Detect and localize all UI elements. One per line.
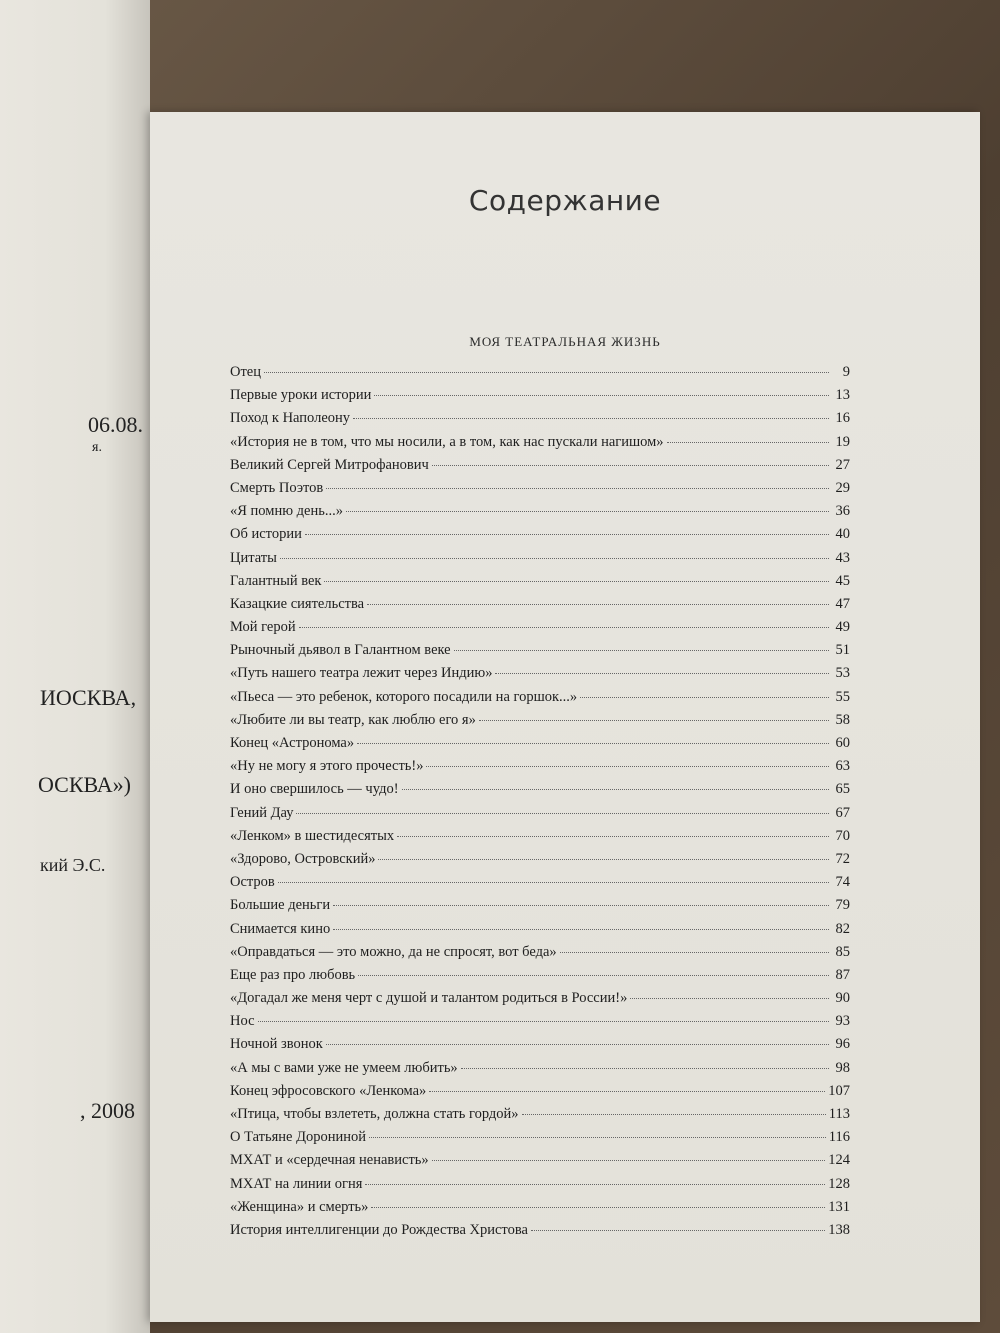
- dot-leader: [299, 627, 829, 628]
- toc-entry-title: История интеллигенции до Рождества Христова: [230, 1221, 528, 1238]
- toc-entry-title: Великий Сергей Митрофанович: [230, 456, 429, 473]
- toc-entry: [230, 874, 850, 897]
- toc-entry-title: «Ну не могу я этого прочесть!»: [230, 758, 424, 775]
- toc-entry-title: МХАТ и «сердечная ненависть»: [230, 1152, 429, 1169]
- dot-leader: [324, 581, 829, 582]
- dot-leader: [371, 1207, 825, 1208]
- dot-leader: [280, 558, 829, 559]
- toc-entry-title: Гений Дау: [230, 804, 294, 821]
- dot-leader: [522, 1114, 826, 1115]
- toc-entry-page: 65: [835, 781, 850, 798]
- toc-entry-page: 55: [835, 688, 850, 705]
- toc-entry-page: 124: [828, 1152, 850, 1169]
- toc-entry-title: «Ленком» в шестидесятых: [230, 827, 395, 844]
- toc-entry: [230, 1036, 850, 1059]
- dot-leader: [429, 1091, 825, 1092]
- toc-entry-page: 70: [835, 827, 850, 844]
- dot-leader: [461, 1068, 829, 1069]
- toc-entry: [230, 1013, 850, 1036]
- dot-leader: [264, 372, 829, 373]
- toc-entry-page: 107: [828, 1082, 850, 1099]
- toc-entry-title: «Любите ли вы театр, как люблю его я»: [230, 711, 476, 728]
- toc-entry-title: Остров: [230, 874, 275, 891]
- dot-leader: [580, 697, 829, 698]
- toc-entry-page: 131: [828, 1198, 850, 1215]
- dot-leader: [305, 534, 829, 535]
- toc-entry-title: Рыночный дьявол в Галантном веке: [230, 642, 451, 659]
- toc-entry-title: «Оправдаться — это можно, да не спросят, вот беда»: [230, 943, 557, 960]
- dot-leader: [432, 1160, 826, 1161]
- left-page-fragment: я.: [92, 440, 102, 455]
- dot-leader: [426, 766, 829, 767]
- toc-entry-title: «Птица, чтобы взлететь, должна стать гордой»: [230, 1106, 519, 1122]
- toc-entry-title: «Догадал же меня черт с душой и талантом родиться в России!»: [230, 990, 628, 1007]
- toc-entry-title: Галантный век: [230, 572, 322, 589]
- toc-entry-title: Нос: [230, 1013, 255, 1030]
- dot-leader: [432, 465, 829, 466]
- toc-entry: [230, 364, 850, 387]
- table-of-contents: [230, 364, 850, 1245]
- dot-leader: [667, 442, 829, 443]
- toc-entry: [230, 665, 850, 688]
- right-page: [150, 112, 980, 1322]
- toc-entry-title: Снимается кино: [230, 920, 331, 937]
- toc-entry-page: 19: [835, 433, 850, 450]
- toc-entry-page: 16: [835, 410, 850, 427]
- toc-entry-title: Казацкие сиятельства: [230, 595, 365, 612]
- left-page-fragment: ИОСКВА,: [40, 685, 137, 710]
- toc-entry-page: 53: [835, 665, 850, 682]
- toc-entry: [230, 1199, 850, 1222]
- toc-entry-title: «А мы с вами уже не умеем любить»: [230, 1059, 458, 1076]
- toc-entry-page: 29: [835, 479, 850, 496]
- toc-entry: [230, 735, 850, 758]
- dot-leader: [378, 859, 829, 860]
- toc-entry-title: «Я помню день...»: [230, 503, 343, 520]
- toc-entry: [230, 410, 850, 433]
- toc-entry-title: «Здорово, Островский»: [230, 850, 376, 867]
- dot-leader: [397, 836, 829, 837]
- dot-leader: [365, 1184, 825, 1185]
- toc-entry: [230, 712, 850, 735]
- toc-entry: [230, 944, 850, 967]
- toc-entry: [230, 642, 850, 665]
- toc-entry: [230, 434, 850, 457]
- toc-entry-page: 74: [835, 874, 850, 891]
- toc-entry: [230, 1176, 850, 1199]
- toc-entry: [230, 1106, 850, 1129]
- toc-entry-page: 128: [828, 1175, 850, 1192]
- toc-entry-page: 13: [835, 387, 850, 404]
- toc-entry-title: Поход к Наполеону: [230, 410, 351, 427]
- toc-entry-page: 85: [835, 943, 850, 960]
- dot-leader: [326, 488, 829, 489]
- toc-entry-page: 9: [842, 364, 850, 380]
- dot-leader: [560, 952, 829, 953]
- toc-entry: [230, 1222, 850, 1245]
- dot-leader: [402, 789, 829, 790]
- section-heading: МОЯ ТЕАТРАЛЬНАЯ ЖИЗНЬ: [469, 334, 661, 349]
- left-page-fragment: 06.08.: [88, 412, 143, 437]
- dot-leader: [353, 418, 829, 419]
- left-page: [0, 0, 150, 1333]
- toc-entry: [230, 851, 850, 874]
- dot-leader: [346, 511, 829, 512]
- toc-entry-title: Ночной звонок: [230, 1036, 323, 1053]
- toc-entry-title: Цитаты: [230, 549, 277, 566]
- toc-entry-title: «Пьеса — это ребенок, которого посадили на горшок...»: [230, 688, 578, 705]
- toc-entry: [230, 921, 850, 944]
- dot-leader: [326, 1044, 829, 1045]
- toc-entry-title: Мой герой: [230, 619, 296, 636]
- toc-entry: [230, 619, 850, 642]
- toc-entry-page: 113: [828, 1106, 850, 1122]
- dot-leader: [531, 1230, 825, 1231]
- toc-entry-page: 47: [835, 595, 850, 612]
- toc-entry-page: 82: [835, 920, 850, 937]
- dot-leader: [369, 1137, 826, 1138]
- toc-entry: [230, 1083, 850, 1106]
- toc-entry: [230, 596, 850, 619]
- toc-entry-page: 72: [835, 850, 850, 867]
- page-title: Содержание: [468, 184, 662, 217]
- toc-entry: [230, 689, 850, 712]
- toc-entry: [230, 897, 850, 920]
- toc-entry-title: Отец: [230, 364, 262, 380]
- toc-entry-page: 87: [835, 966, 850, 983]
- left-page-fragment: ОСКВА»): [38, 772, 132, 797]
- left-page-fragment: , 2008: [80, 1098, 135, 1123]
- toc-entry-page: 90: [835, 990, 850, 1007]
- toc-entry-title: О Татьяне Дорониной: [230, 1129, 367, 1146]
- toc-entry: [230, 990, 850, 1013]
- dot-leader: [258, 1021, 829, 1022]
- toc-entry-title: МХАТ на линии огня: [230, 1175, 363, 1192]
- toc-entry: [230, 805, 850, 828]
- toc-entry-page: 98: [835, 1059, 850, 1076]
- toc-entry: [230, 1129, 850, 1152]
- toc-entry: [230, 480, 850, 503]
- toc-entry-title: И оно свершилось — чудо!: [230, 781, 399, 798]
- toc-entry: [230, 503, 850, 526]
- toc-entry-page: 58: [835, 711, 850, 728]
- toc-entry: [230, 1152, 850, 1175]
- toc-entry-title: «Путь нашего театра лежит через Индию»: [230, 665, 493, 682]
- dot-leader: [374, 395, 829, 396]
- dot-leader: [479, 720, 829, 721]
- toc-entry-page: 60: [835, 735, 850, 751]
- toc-entry: [230, 457, 850, 480]
- toc-entry: [230, 1060, 850, 1083]
- toc-entry-page: 67: [835, 804, 850, 821]
- dot-leader: [357, 743, 829, 744]
- dot-leader: [358, 975, 829, 976]
- toc-entry-page: 49: [835, 619, 850, 636]
- toc-entry-page: 36: [835, 503, 850, 520]
- dot-leader: [333, 929, 829, 930]
- toc-entry: [230, 550, 850, 573]
- toc-entry-page: 96: [835, 1036, 850, 1053]
- toc-entry-title: Смерть Поэтов: [230, 479, 324, 496]
- toc-entry-page: 51: [835, 642, 850, 659]
- dot-leader: [367, 604, 829, 605]
- toc-entry-page: 40: [835, 526, 850, 543]
- toc-entry-title: «Женщина» и смерть»: [230, 1198, 369, 1215]
- toc-entry-title: «История не в том, что мы носили, а в том, как нас пускали нагишом»: [230, 433, 664, 450]
- toc-entry: [230, 967, 850, 990]
- toc-entry-page: 93: [835, 1013, 850, 1030]
- toc-entry: [230, 758, 850, 781]
- toc-entry-page: 63: [835, 758, 850, 775]
- toc-entry-page: 43: [835, 549, 850, 566]
- toc-entry-title: Еще раз про любовь: [230, 966, 356, 983]
- toc-entry-title: Большие деньги: [230, 897, 331, 914]
- dot-leader: [333, 905, 829, 906]
- dot-leader: [296, 813, 829, 814]
- toc-entry-page: 138: [828, 1221, 850, 1238]
- dot-leader: [495, 673, 829, 674]
- toc-entry-page: 27: [835, 456, 850, 473]
- dot-leader: [630, 998, 829, 999]
- left-page-fragment: кий Э.С.: [40, 855, 106, 875]
- toc-entry: [230, 828, 850, 851]
- toc-entry-title: Конец «Астронома»: [230, 735, 355, 751]
- toc-entry: [230, 526, 850, 549]
- toc-entry: [230, 573, 850, 596]
- toc-entry-title: Первые уроки истории: [230, 387, 372, 404]
- toc-entry-page: 79: [835, 897, 850, 914]
- toc-entry-page: 116: [828, 1129, 850, 1146]
- toc-entry: [230, 387, 850, 410]
- toc-entry: [230, 781, 850, 804]
- dot-leader: [278, 882, 829, 883]
- toc-entry-title: Об истории: [230, 526, 302, 543]
- dot-leader: [454, 650, 829, 651]
- toc-entry-title: Конец эфросовского «Ленкома»: [230, 1082, 427, 1099]
- toc-entry-page: 45: [835, 572, 850, 589]
